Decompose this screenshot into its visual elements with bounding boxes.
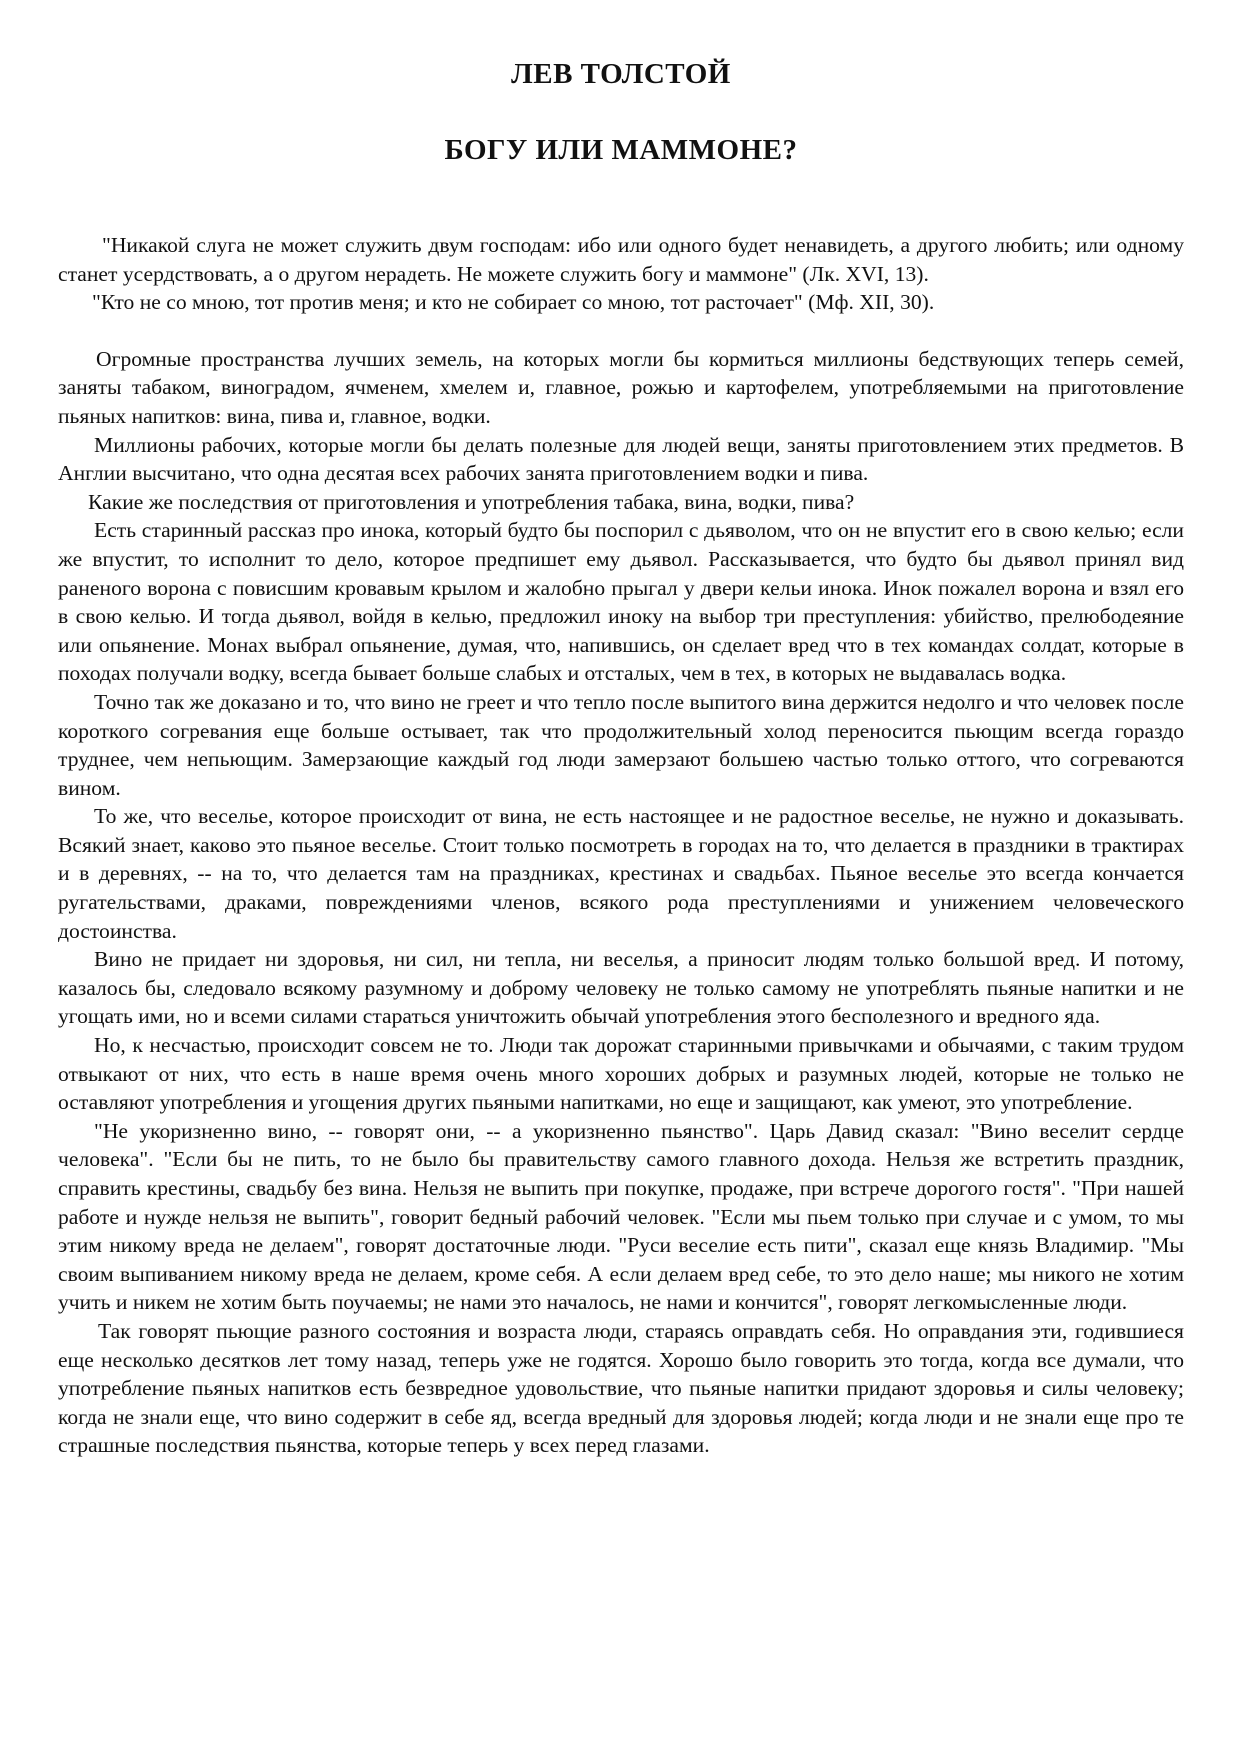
paragraph: Какие же последствия от приготовления и употребления табака, вина, водки, пива? (88, 489, 855, 514)
epigraph-quote-2: "Кто не со мною, тот против меня; и кто не собирает со мною, тот расточает" (Мф. XII, 30). (92, 290, 935, 315)
title-heading: БОГУ ИЛИ МАММОНЕ? (444, 134, 798, 166)
paragraph: Так говорят пьющие разного состояния и возраста люди, стараясь оправдать себя. Но оправдания эти, годившиеся еще несколько десятков лет тому назад, теперь уже не годятся. Хорошо было говорить это тогда, когда все думали, что употребление пьяных напитков есть безвредное удовольствие, что пьяные напитки придают здоровья и силы человеку; когда не знали еще, что вино содержит в себе яд, всегда вредный для здоровья людей; когда люди и не знали еще про те страшные последствия пьянства, которые теперь у всех перед глазами. (58, 1318, 1184, 1458)
paragraph: Есть старинный рассказ про инока, который будто бы поспорил с дьяволом, что он не впустит его в свою келью; если же впустит, то исполнит то дело, которое предпишет ему дьявол. Рассказывается, что будто бы дьявол принял вид раненого ворона с повисшим кровавым крылом и жалобно прыгал у двери кельи инока. Инок пожалел ворона и взял его в свою келью. И тогда дьявол, войдя в келью, предложил иноку на выбор три преступления: убийство, прелюбодеяние или опьянение. Монах выбрал опьянение, думая, что, напившись, он сделает вред что в тех командах солдат, которые в походах получали водку, всегда бывает больше слабых и отсталых, чем в тех, в которых не выдавалась водка. (58, 518, 1184, 686)
paragraph: "Не укоризненно вино, -- говорят они, -- а укоризненно пьянство". Царь Давид сказал: "Вино веселит сердце человека". "Если бы не пить, то не было бы правительству самого главного дохода. Нельзя же встретить праздник, справить крестины, свадьбу без вина. Нельзя не выпить при покупке, продаже, при встрече дорогого гостя". "При нашей работе и нужде нельзя не выпить", говорит бедный рабочий человек. "Если мы пьем только при случае и с умом, то мы этим никому вреда не делаем", говорят достаточные люди. "Руси веселие есть пити", сказал еще князь Владимир. "Мы своим выпиванием никому вреда не делаем, кроме себя. А если делаем вред себе, то это дело наше; мы никого не хотим учить и никем не хотим быть поучаемы; не нами это началось, не нами и кончится", говорят легкомысленные люди. (58, 1118, 1184, 1315)
paragraph: То же, что веселье, которое происходит от вина, не есть настоящее и не радостное веселье, не нужно и доказывать. Всякий знает, каково это пьяное веселье. Стоит только посмотреть в городах на то, что делается в праздники в трактирах и в деревнях, -- на то, что делается там на праздниках, крестинах и свадьбах. Пьяное веселье это всегда кончается ругательствами, драками, повреждениями членов, всякого рода преступлениями и унижением человеческого достоинства. (58, 804, 1184, 943)
paragraph: Миллионы рабочих, которые могли бы делать полезные для людей вещи, заняты приготовлением этих предметов. В Англии высчитано, что одна десятая всех рабочих занята приготовлением водки и пива. (58, 432, 1184, 486)
paragraph: Вино не придает ни здоровья, ни сил, ни тепла, ни веселья, а приносит людям только большой вред. И потому, казалось бы, следовало всякому разумному и доброму человеку не только самому не употреблять пьяные напитки и не угощать ими, но и всеми силами стараться уничтожить обычай употребления этого бесполезного и вредного яда. (58, 947, 1184, 1029)
paragraph: Но, к несчастью, происходит совсем не то. Люди так дорожат старинными привычками и обычаями, с таким трудом отвыкают от них, что есть в наше время очень много хороших добрых и разумных людей, которые не только не оставляют употребления и угощения других пьяными напитками, но еще и защищают, как умеют, это употребление. (58, 1033, 1184, 1115)
paragraph: Точно так же доказано и то, что вино не греет и что тепло после выпитого вина держится недолго и что человек после короткого согревания еще больше остывает, так что продолжительный холод переносится пьющим всегда гораздо труднее, чем непьющим. Замерзающие каждый год люди замерзают большею частью только оттого, что согреваются вином. (58, 689, 1184, 800)
epigraph-quote-1: "Никакой слуга не может служить двум господам: ибо или одного будет ненавидеть, а другого любить; или одному станет усердствовать, а о другом нерадеть. Не можете служить богу и маммоне" (Лк. XVI, 13). (58, 233, 1184, 286)
document-body (58, 231, 1184, 1460)
paragraph: Огромные пространства лучших земель, на которых могли бы кормиться миллионы бедствующих теперь семей, заняты табаком, виноградом, ячменем, хмелем и, главное, рожью и картофелем, употребляемыми на приготовление пьяных напитков: вина, пива и, главное, водки. (58, 346, 1184, 428)
author-heading: ЛЕВ ТОЛСТОЙ (511, 58, 731, 90)
